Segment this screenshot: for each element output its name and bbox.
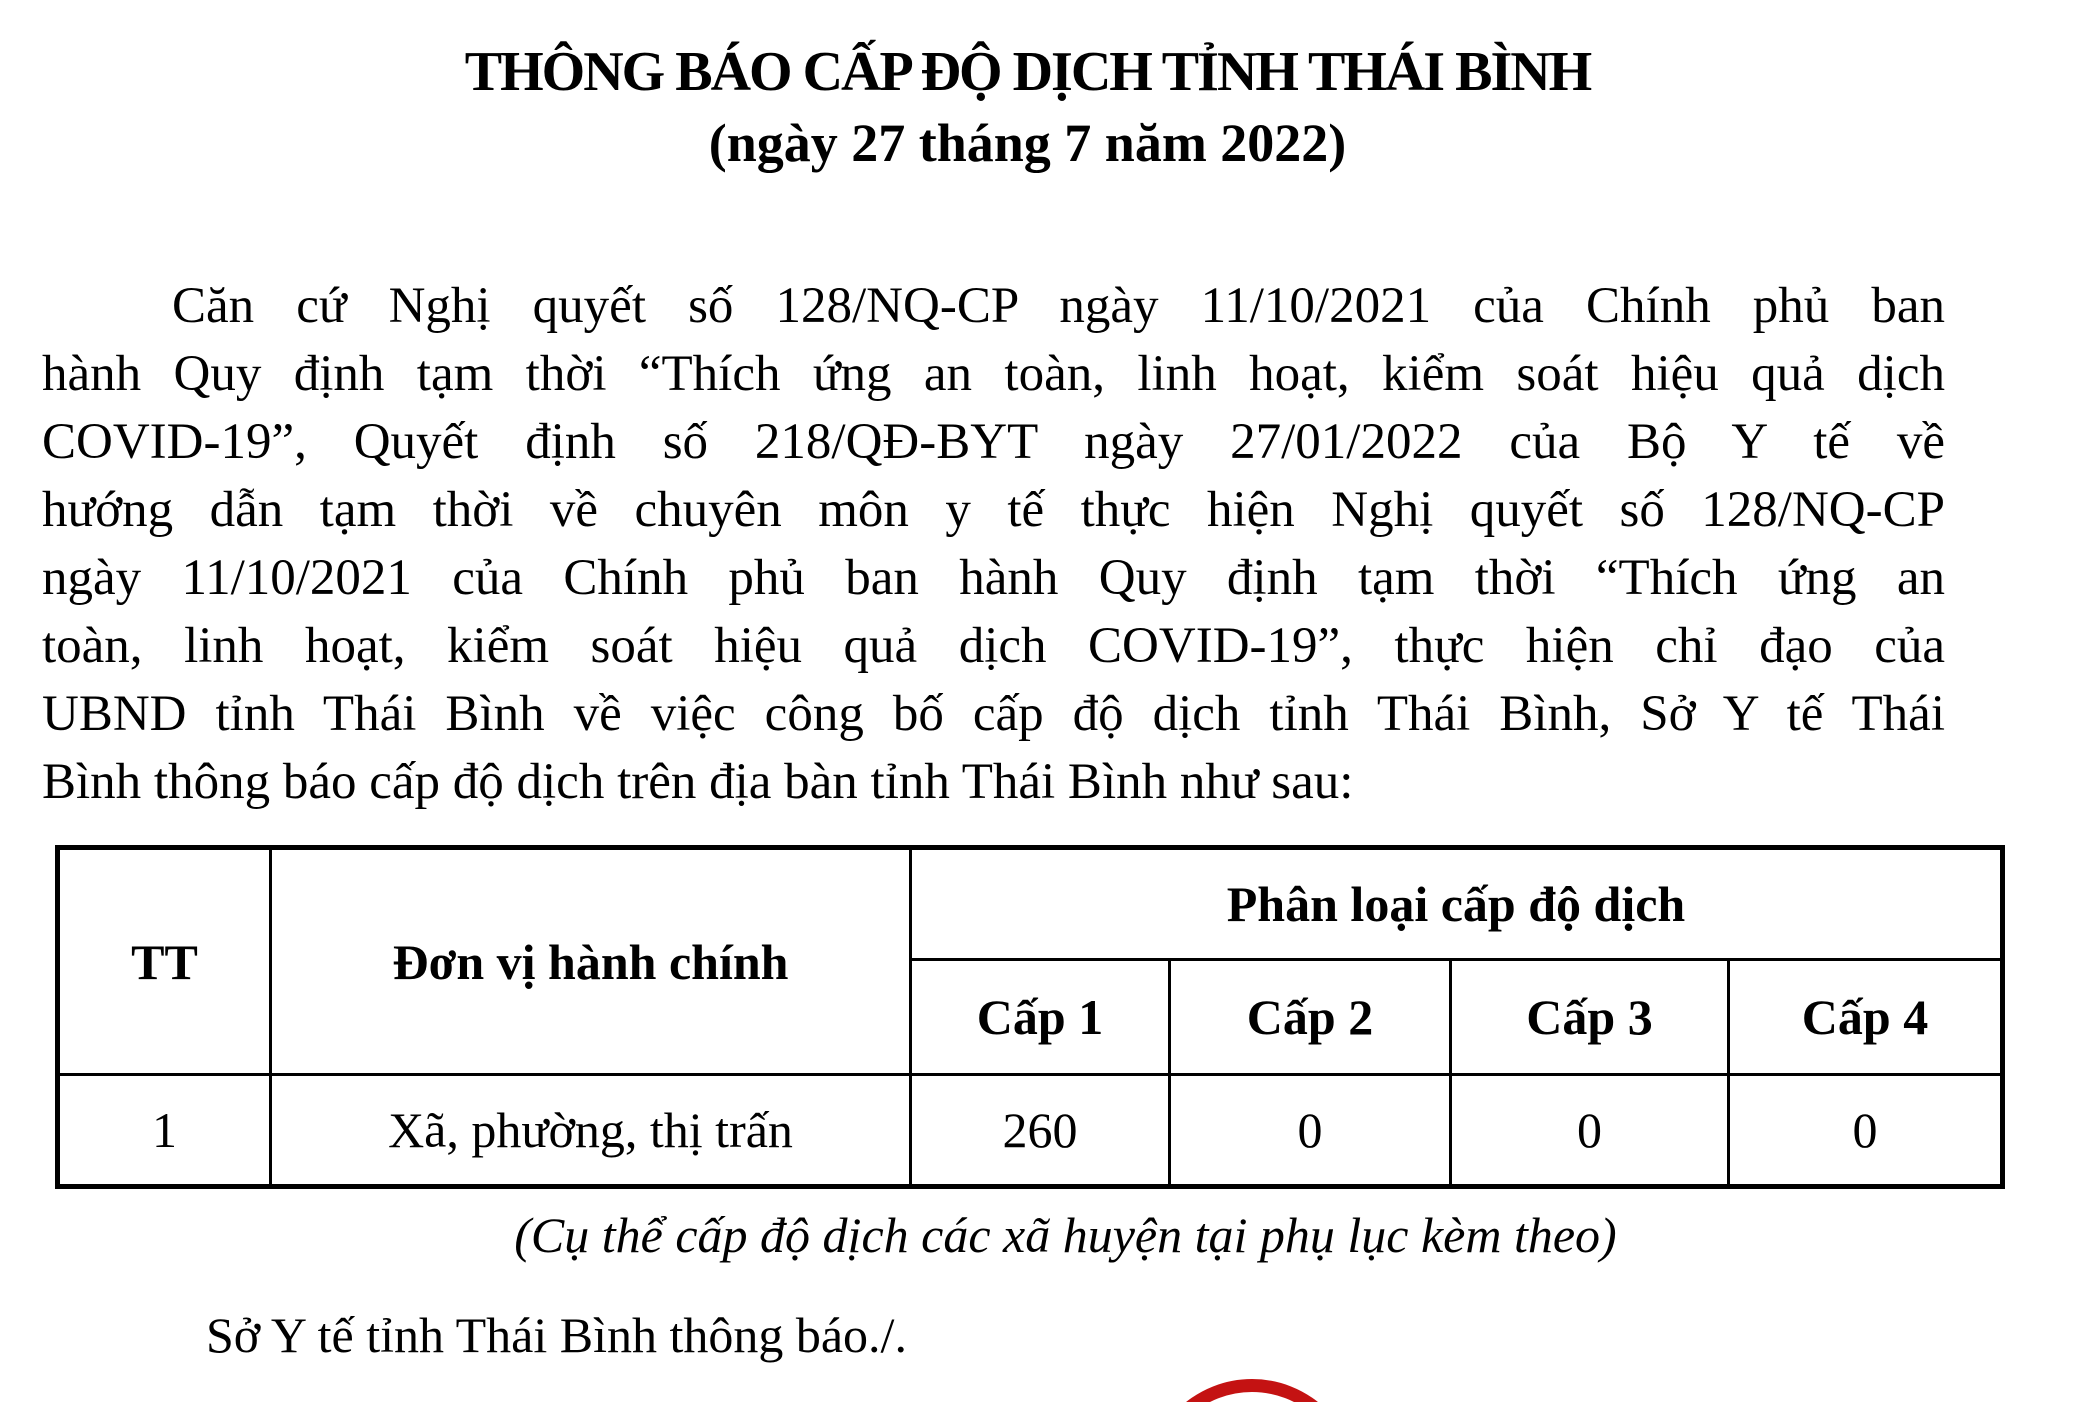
- paragraph-line: COVID-19”, Quyết định số 218/QĐ-BYT ngày 27/01/2022 của Bộ Y tế về: [42, 414, 1945, 470]
- paragraph-line: ngày 11/10/2021 của Chính phủ ban hành Quy định tạm thời “Thích ứng an: [42, 550, 1945, 606]
- paragraph-line: toàn, linh hoạt, kiểm soát hiệu quả dịch COVID-19”, thực hiện chỉ đạo của: [42, 618, 1945, 674]
- table-row: [58, 1075, 2003, 1187]
- cell-level-2-value: 0: [1170, 1075, 1451, 1187]
- header-classification: Phân loại cấp độ dịch: [911, 848, 2003, 960]
- paragraph-line: Căn cứ Nghị quyết số 128/NQ-CP ngày 11/10/2021 của Chính phủ ban: [172, 278, 1945, 334]
- paragraph-line: hướng dẫn tạm thời về chuyên môn y tế thực hiện Nghị quyết số 128/NQ-CP: [42, 482, 1945, 538]
- document-title: THÔNG BÁO CẤP ĐỘ DỊCH TỈNH THÁI BÌNH: [464, 41, 1591, 103]
- header-level-2: Cấp 2: [1170, 960, 1451, 1075]
- paragraph-line: UBND tỉnh Thái Bình về việc công bố cấp độ dịch tỉnh Thái Bình, Sở Y tế Thái: [42, 686, 1945, 742]
- note-appendix: (Cụ thể cấp độ dịch các xã huyện tại phụ lục kèm theo): [514, 1207, 1617, 1263]
- epidemic-level-table: [55, 845, 2005, 1189]
- header-admin-unit: Đơn vị hành chính: [271, 848, 911, 1075]
- title-block: [55, 40, 2000, 174]
- document-subtitle: (ngày 27 tháng 7 năm 2022): [708, 113, 1347, 173]
- body-paragraph: [42, 272, 1945, 816]
- cell-level-1-value: 260: [911, 1075, 1170, 1187]
- official-seal-stamp: [1146, 1379, 1358, 1402]
- paragraph-line: Bình thông báo cấp độ dịch trên địa bàn tỉnh Thái Bình như sau:: [42, 754, 1354, 810]
- header-level-3: Cấp 3: [1451, 960, 1729, 1075]
- paragraph-line: hành Quy định tạm thời “Thích ứng an toàn, linh hoạt, kiểm soát hiệu quả dịch: [42, 346, 1945, 402]
- cell-level-4-value: 0: [1729, 1075, 2003, 1187]
- cell-level-3-value: 0: [1451, 1075, 1729, 1187]
- closing-statement: Sở Y tế tỉnh Thái Bình thông báo./.: [206, 1307, 907, 1363]
- header-tt: TT: [58, 848, 271, 1075]
- header-level-4: Cấp 4: [1729, 960, 2003, 1075]
- cell-admin-unit: Xã, phường, thị trấn: [271, 1075, 911, 1187]
- header-level-1: Cấp 1: [911, 960, 1170, 1075]
- cell-row-number: 1: [58, 1075, 271, 1187]
